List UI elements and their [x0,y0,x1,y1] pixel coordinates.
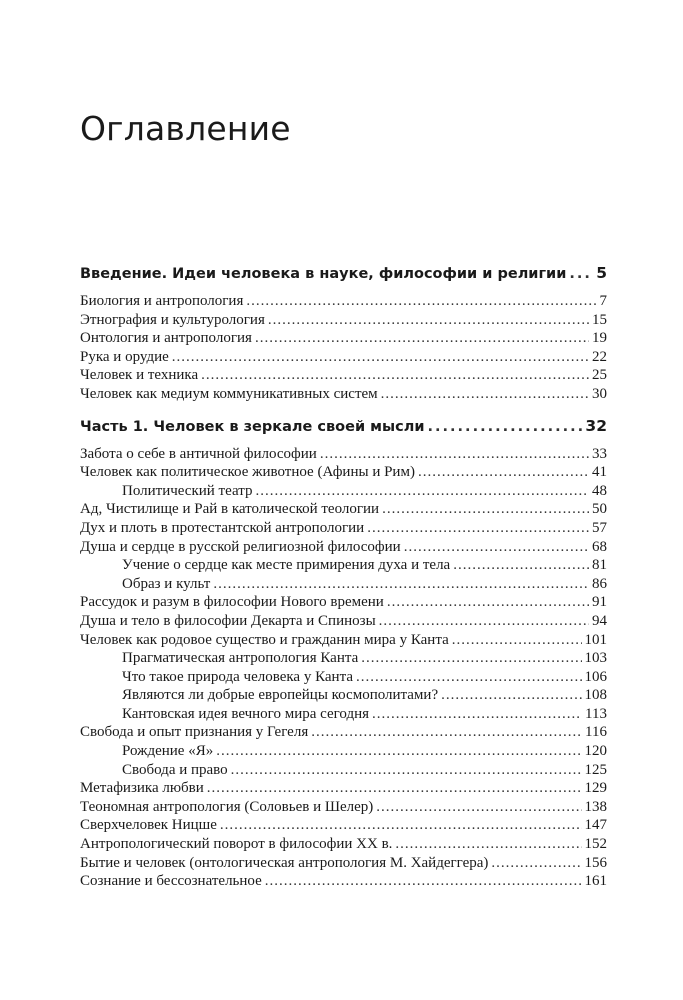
toc-entry[interactable] [80,816,607,835]
dot-leader [361,649,581,668]
dot-leader [213,575,589,594]
dot-leader [381,385,589,404]
dot-leader [201,366,589,385]
toc-entry[interactable] [80,538,607,557]
entry-title: Этнография и культурология [80,311,265,328]
toc-entry[interactable] [80,366,607,385]
entry-title: Учение о сердце как месте примирения духа и тела [122,557,451,574]
page-number: 91 [592,594,607,611]
page-number: 19 [592,330,607,347]
page-number: 68 [592,538,607,555]
toc-entry[interactable] [80,348,607,367]
toc-section-heading[interactable] [80,262,607,284]
entry-title: Свобода и опыт признания у Гегеля [80,724,309,741]
entry-title: Кантовская идея вечного мира сегодня [122,705,370,722]
dot-leader [418,463,589,482]
entry-title: Являются ли добрые европейцы космополитами? [122,687,439,704]
table-of-contents [80,262,607,902]
toc-subentry[interactable] [80,649,607,668]
toc-subentry[interactable] [80,668,607,687]
dot-leader [207,779,582,798]
page-number: 81 [592,557,607,574]
toc-section-heading[interactable] [80,415,607,437]
page-number: 32 [585,416,607,435]
entry-title: Человек и техника [80,367,199,384]
dot-leader [265,872,582,891]
dot-leader [491,854,581,873]
dot-leader [255,482,589,501]
entry-title: Человек как родовое существо и гражданин мира у Канта [80,631,449,648]
dot-leader [367,519,589,538]
dot-leader [216,742,581,761]
page-number: 101 [584,631,607,648]
entry-title: Введение. Идеи человека в науке, философии и религии [80,266,567,282]
page-number: 147 [584,817,607,834]
entry-title: Душа и сердце в русской религиозной философии [80,538,401,555]
page-title: Оглавление [80,109,291,148]
entry-title: Биология и антропология [80,293,244,309]
page-number: 94 [592,612,607,629]
page-number: 113 [585,705,607,722]
page-number: 103 [584,650,607,667]
entry-title: Сознание и бессознательное [80,873,262,890]
dot-leader [356,668,582,687]
entry-title: Человек как медиум коммуникативных систем [80,385,378,402]
entry-title: Что такое природа человека у Канта [122,668,353,685]
entry-title: Свобода и право [122,761,228,778]
toc-entry[interactable] [80,519,607,538]
toc-entry[interactable] [80,292,607,311]
toc-entry[interactable] [80,854,607,873]
toc-subentry[interactable] [80,482,607,501]
entry-title: Рождение «Я» [122,743,214,760]
page-number: 120 [584,743,607,760]
dot-leader [428,416,583,437]
page-number: 156 [584,854,607,871]
toc-entry[interactable] [80,779,607,798]
toc-entry[interactable] [80,329,607,348]
dot-leader [376,798,581,817]
toc-entry[interactable] [80,798,607,817]
dot-leader [220,816,582,835]
page-number: 86 [592,575,607,592]
page-number: 30 [592,385,607,402]
page-number: 152 [584,836,607,853]
toc-entry[interactable] [80,612,607,631]
entry-title: Политический театр [122,482,253,499]
entry-title: Онтология и антропология [80,330,252,347]
dot-leader [255,329,589,348]
dot-leader [268,311,589,330]
entry-title: Душа и тело в философии Декарта и Спинозы [80,612,376,629]
dot-leader [320,445,589,464]
toc-subentry[interactable] [80,705,607,724]
dot-leader [372,705,582,724]
entry-title: Дух и плоть в протестантской антропологии [80,519,365,536]
toc-entry[interactable] [80,385,607,404]
entry-title: Забота о себе в античной философии [80,445,317,462]
page-number: 33 [592,445,607,462]
entry-title: Прагматическая антропология Канта [122,650,359,667]
dot-leader [387,593,589,612]
entry-title: Антропологический поворот в философии XX в. [80,836,393,853]
entry-title: Сверхчеловек Ницше [80,817,217,834]
toc-entry[interactable] [80,500,607,519]
dot-leader [404,538,589,557]
toc-entry[interactable] [80,723,607,742]
toc-section [80,262,607,404]
page-number: 15 [592,311,607,328]
toc-entry[interactable] [80,311,607,330]
page-number: 5 [596,264,607,282]
page-number: 50 [592,501,607,518]
dot-leader [231,761,582,780]
page-number: 129 [584,780,607,797]
dot-leader [379,612,589,631]
dot-leader [441,686,581,705]
toc-entry[interactable] [80,631,607,650]
dot-leader [452,631,582,650]
page-number: 108 [584,687,607,704]
toc-subentry[interactable] [80,575,607,594]
page-number: 116 [585,724,607,741]
toc-entry[interactable] [80,872,607,891]
entry-title: Бытие и человек (онтологическая антропология М. Хайдеггера) [80,854,489,871]
page-number: 125 [584,761,607,778]
dot-leader [172,348,589,367]
dot-leader [453,556,589,575]
toc-section [80,415,607,891]
entry-title: Ад, Чистилище и Рай в католической теологии [80,501,380,518]
toc-subentry[interactable] [80,686,607,705]
entry-title: Часть 1. Человек в зеркале своей мысли [80,418,425,435]
dot-leader [246,292,596,311]
page-number: 106 [584,668,607,685]
dot-leader [395,835,581,854]
entry-title: Метафизика любви [80,780,204,797]
dot-leader [311,723,582,742]
entry-title: Образ и культ [122,575,211,592]
page-number: 48 [592,482,607,499]
toc-entry[interactable] [80,593,607,612]
entry-title: Рассудок и разум в философии Нового времени [80,594,384,611]
entry-title: Человек как политическое животное (Афины и Рим) [80,464,415,481]
entry-title: Теономная антропология (Соловьев и Шелер) [80,798,374,815]
page-number: 7 [599,293,607,309]
toc-entry[interactable] [80,463,607,482]
toc-subentry[interactable] [80,742,607,761]
dot-leader [569,263,593,284]
toc-entry[interactable] [80,445,607,464]
dot-leader [382,500,589,519]
toc-entry[interactable] [80,835,607,854]
page-number: 138 [584,798,607,815]
page-number: 57 [592,519,607,536]
page-number: 25 [592,367,607,384]
page-number: 161 [584,873,607,890]
page-number: 22 [592,348,607,365]
toc-subentry[interactable] [80,761,607,780]
toc-subentry[interactable] [80,556,607,575]
entry-title: Рука и орудие [80,348,169,365]
page-number: 41 [592,464,607,481]
